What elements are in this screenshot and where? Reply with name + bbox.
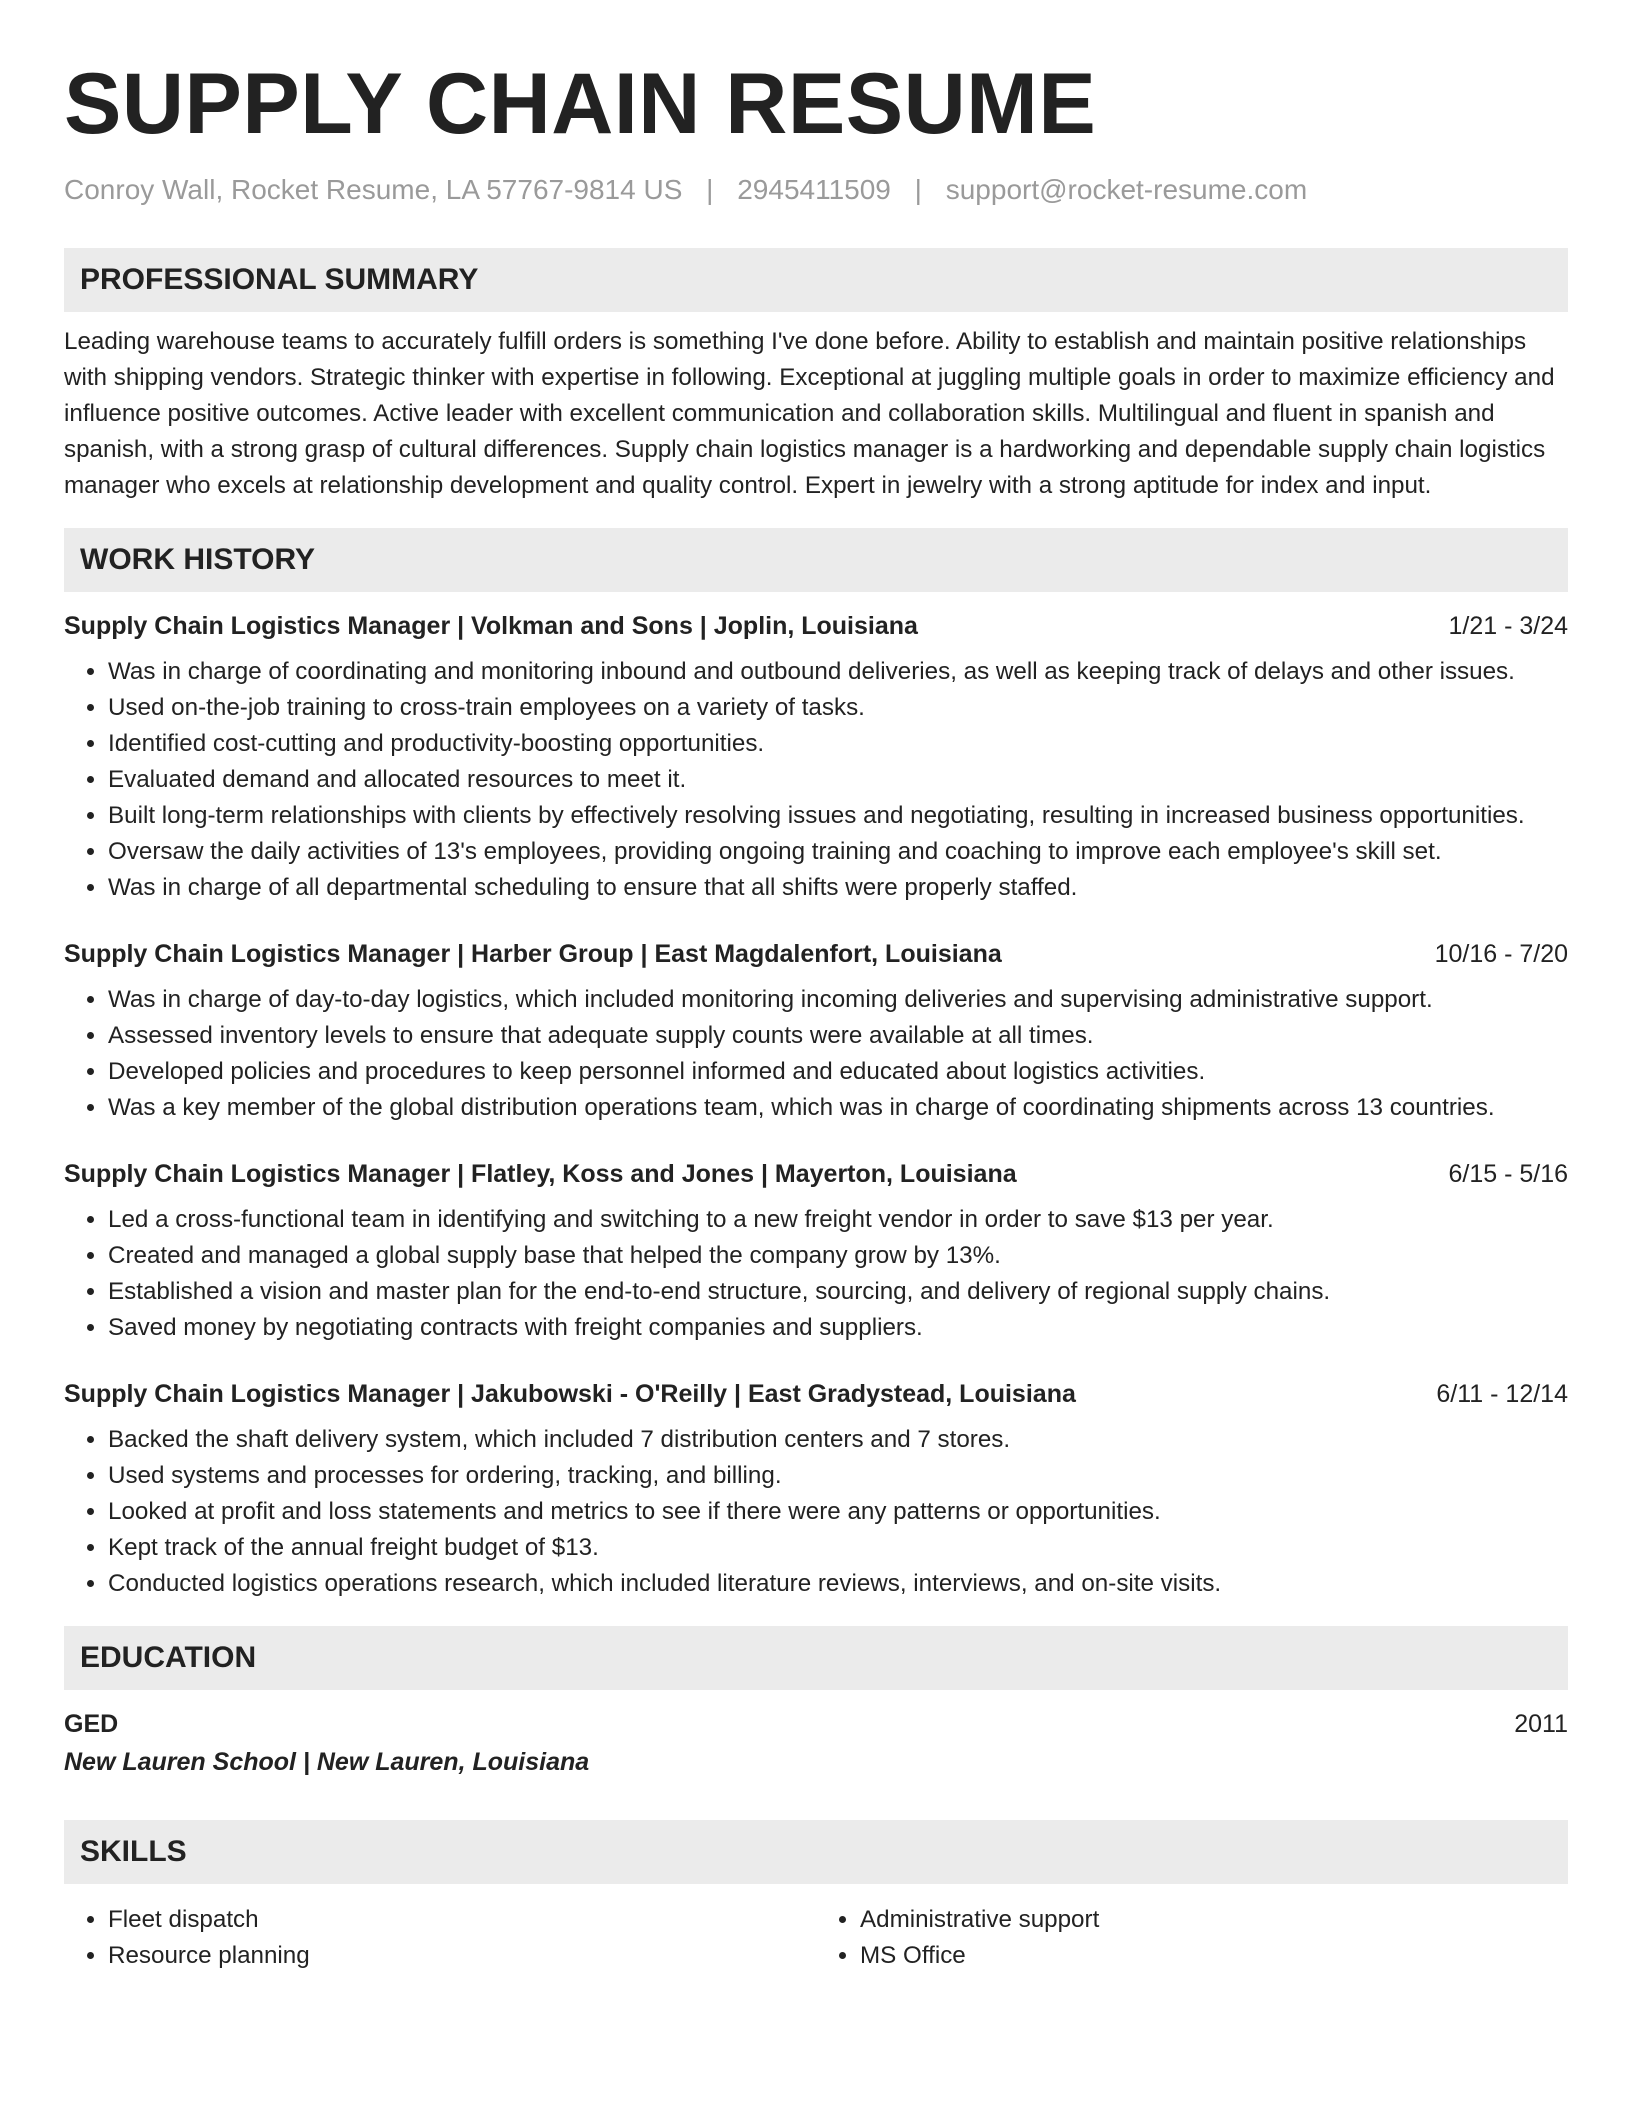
skill-item: • Fleet dispatch bbox=[108, 1902, 816, 1938]
skills-column-right bbox=[816, 1902, 1568, 1974]
job-bullet: • Was in charge of day-to-day logistics, which included monitoring incoming deliveries and supervising administrative support. bbox=[108, 982, 1568, 1018]
education-header bbox=[64, 1706, 1568, 1742]
job-entry bbox=[64, 936, 1568, 1126]
job-bullet: • Created and managed a global supply base that helped the company grow by 13%. bbox=[108, 1238, 1568, 1274]
contact-phone: 2945411509 bbox=[737, 174, 891, 205]
education-school: New Lauren School | New Lauren, Louisiana bbox=[64, 1748, 590, 1776]
job-dates: 6/15 - 5/16 bbox=[1448, 1160, 1568, 1188]
job-bullet: • Conducted logistics operations research, which included literature reviews, interviews, and on-site visits. bbox=[108, 1566, 1568, 1602]
job-bullet: • Identified cost-cutting and productivity-boosting opportunities. bbox=[108, 726, 1568, 762]
skill-item: • Resource planning bbox=[108, 1938, 816, 1974]
job-bullet: • Was in charge of all departmental scheduling to ensure that all shifts were properly staffed. bbox=[108, 870, 1568, 906]
job-bullet: • Assessed inventory levels to ensure that adequate supply counts were available at all times. bbox=[108, 1018, 1568, 1054]
job-bullet: • Used systems and processes for ordering, tracking, and billing. bbox=[108, 1458, 1568, 1494]
job-dates: 6/11 - 12/14 bbox=[1436, 1380, 1568, 1408]
contact-separator: | bbox=[914, 174, 922, 205]
job-bullet: • Built long-term relationships with clients by effectively resolving issues and negotiating, resulting in increased business opportunities. bbox=[108, 798, 1568, 834]
job-bullets bbox=[64, 1202, 1568, 1346]
skill-item: • Administrative support bbox=[860, 1902, 1568, 1938]
job-bullets bbox=[64, 654, 1568, 906]
job-bullet: • Used on-the-job training to cross-train employees on a variety of tasks. bbox=[108, 690, 1568, 726]
job-bullet: • Saved money by negotiating contracts with freight companies and suppliers. bbox=[108, 1310, 1568, 1346]
job-bullet: • Led a cross-functional team in identifying and switching to a new freight vendor in order to save $13 per year. bbox=[108, 1202, 1568, 1238]
job-bullet: • Established a vision and master plan for the end-to-end structure, sourcing, and delivery of regional supply chains. bbox=[108, 1274, 1568, 1310]
summary-heading: PROFESSIONAL SUMMARY bbox=[64, 248, 1568, 312]
job-header bbox=[64, 936, 1568, 972]
job-bullet: • Kept track of the annual freight budget of $13. bbox=[108, 1530, 1568, 1566]
contact-email: support@rocket-resume.com bbox=[945, 174, 1308, 205]
job-bullet: • Looked at profit and loss statements and metrics to see if there were any patterns or opportunities. bbox=[108, 1494, 1568, 1530]
job-title: Supply Chain Logistics Manager | Harber Group | East Magdalenfort, Louisiana bbox=[64, 940, 1002, 968]
job-bullet: • Evaluated demand and allocated resources to meet it. bbox=[108, 762, 1568, 798]
skill-item: • MS Office bbox=[860, 1938, 1568, 1974]
job-bullet: • Backed the shaft delivery system, which included 7 distribution centers and 7 stores. bbox=[108, 1422, 1568, 1458]
work-history-heading: WORK HISTORY bbox=[64, 528, 1568, 592]
job-entry bbox=[64, 1376, 1568, 1602]
contact-address: Conroy Wall, Rocket Resume, LA 57767-9814 US bbox=[64, 174, 683, 205]
job-dates: 1/21 - 3/24 bbox=[1448, 612, 1568, 640]
skills-heading: SKILLS bbox=[64, 1820, 1568, 1884]
job-bullets bbox=[64, 1422, 1568, 1602]
job-title: Supply Chain Logistics Manager | Jakubowski - O'Reilly | East Gradystead, Louisiana bbox=[64, 1380, 1076, 1408]
education-year: 2011 bbox=[1514, 1710, 1568, 1738]
resume-title: SUPPLY CHAIN RESUME bbox=[64, 56, 1097, 152]
job-entry bbox=[64, 608, 1568, 906]
contact-separator: | bbox=[706, 174, 714, 205]
job-bullet: • Was in charge of coordinating and monitoring inbound and outbound deliveries, as well as keeping track of delays and other issues. bbox=[108, 654, 1568, 690]
job-bullet: • Developed policies and procedures to keep personnel informed and educated about logistics activities. bbox=[108, 1054, 1568, 1090]
contact-line bbox=[64, 172, 1568, 208]
job-bullet: • Oversaw the daily activities of 13's employees, providing ongoing training and coaching to improve each employee's skill set. bbox=[108, 834, 1568, 870]
summary-text: Leading warehouse teams to accurately fulfill orders is something I've done before. Ability to establish and maintain positive relationships with shipping vendors. Strategic thinker with expertise in following. Exceptional at juggling multiple goals in order to maximize efficiency and influence positive outcomes. Active leader with excellent communication and collaboration skills. Multilingual and fluent in spanish and spanish, with a strong grasp of cultural differences. Supply chain logistics manager is a hardworking and dependable supply chain logistics manager who excels at relationship development and quality control. Expert in jewelry with a strong aptitude for index and input. bbox=[64, 328, 1555, 499]
education-heading: EDUCATION bbox=[64, 1626, 1568, 1690]
education-degree: GED bbox=[64, 1710, 119, 1738]
job-bullet: • Was a key member of the global distribution operations team, which was in charge of coordinating shipments across 13 countries. bbox=[108, 1090, 1568, 1126]
skills-list bbox=[64, 1902, 1568, 1974]
job-header bbox=[64, 1156, 1568, 1192]
job-title: Supply Chain Logistics Manager | Flatley, Koss and Jones | Mayerton, Louisiana bbox=[64, 1160, 1017, 1188]
job-dates: 10/16 - 7/20 bbox=[1434, 940, 1568, 968]
skills-column-left bbox=[64, 1902, 816, 1974]
job-header bbox=[64, 608, 1568, 644]
job-bullets bbox=[64, 982, 1568, 1126]
education-entry bbox=[64, 1706, 1568, 1782]
job-entry bbox=[64, 1156, 1568, 1346]
job-title: Supply Chain Logistics Manager | Volkman and Sons | Joplin, Louisiana bbox=[64, 612, 918, 640]
job-header bbox=[64, 1376, 1568, 1412]
